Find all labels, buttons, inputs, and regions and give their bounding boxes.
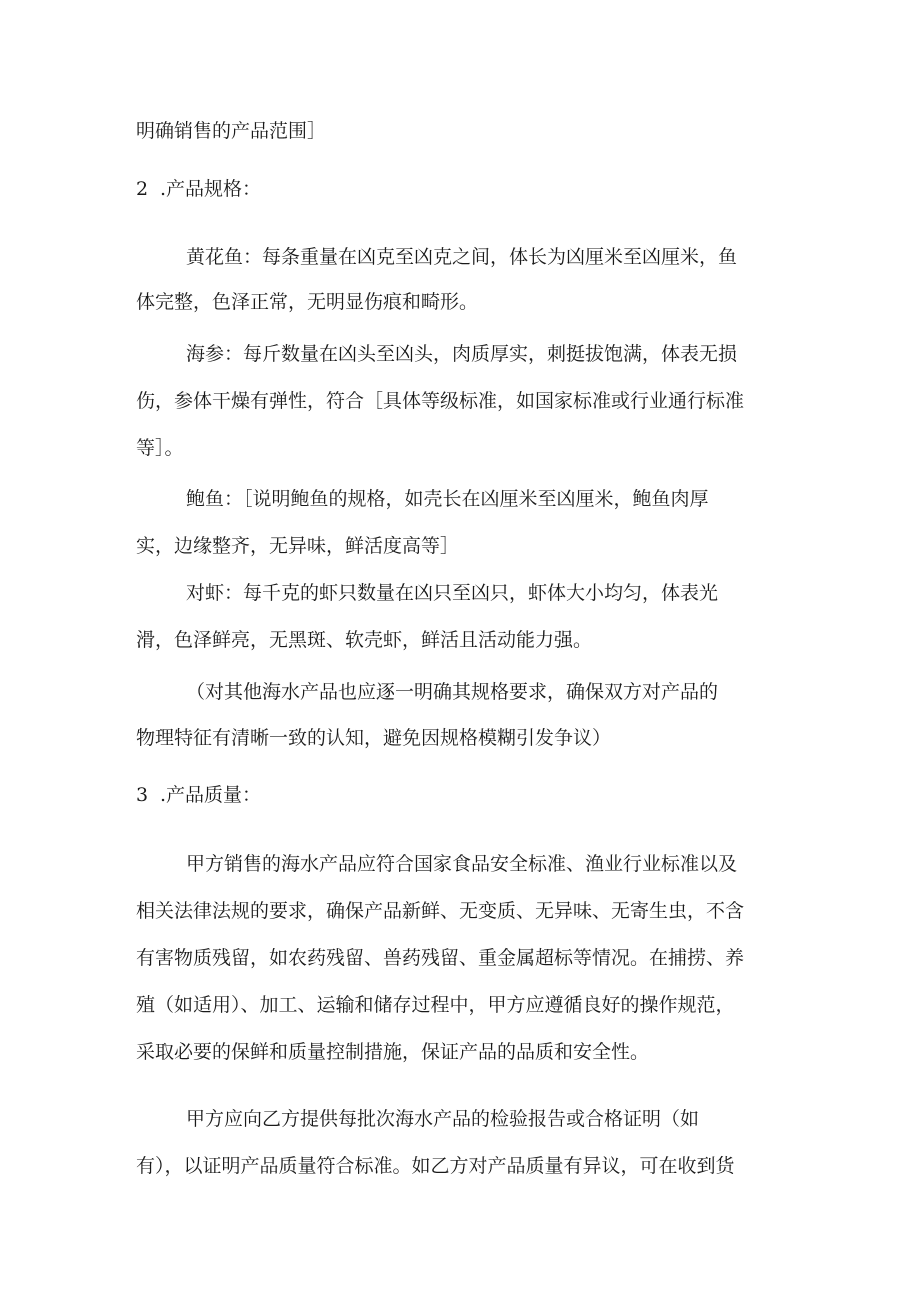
paragraph-line: 殖（如适用）、加工、运输和储存过程中，甲方应遵循良好的操作规范， [136,994,735,1016]
section-title: .产品质量： [160,784,262,806]
section-number: 2 [136,178,149,200]
paragraph-line: 鲍鱼：［说明鲍鱼的规格，如壳长在凶厘米至凶厘米，鲍鱼肉厚 [186,488,709,510]
continuation-line: 明确销售的产品范围］ [136,120,327,142]
section-title: .产品规格： [160,178,262,200]
paragraph-line: 实，边缘整齐，无异味，鲜活度高等］ [136,535,460,557]
section-number: 3 [136,784,149,806]
paragraph-line: 伤，参体干燥有弹性，符合［具体等级标准，如国家标准或行业通行标准 [136,390,745,412]
paragraph-line: 采取必要的保鲜和质量控制措施，保证产品的品质和安全性。 [136,1041,650,1063]
paragraph-line: 甲方销售的海水产品应符合国家食品安全标准、渔业行业标准以及 [186,853,738,875]
section-heading-3 [136,786,261,805]
paragraph-line: 物理特征有清晰一致的认知，避免因规格模糊引发争议） [136,727,612,749]
paragraph-line: 黄花鱼：每条重量在凶克至凶克之间，体长为凶厘米至凶厘米，鱼 [186,246,738,268]
paragraph-line: （对其他海水产品也应逐一明确其规格要求，确保双方对产品的 [186,681,719,703]
paragraph-line: 体完整，色泽正常，无明显伤痕和畸形。 [136,291,479,313]
paragraph-line: 有），以证明产品质量符合标准。如乙方对产品质量有异议，可在收到货 [136,1155,735,1177]
paragraph-line: 海参：每斤数量在凶头至凶头，肉质厚实，刺挺拔饱满，体表无损 [186,343,738,365]
paragraph-line: 等］。 [136,437,184,459]
section-heading-2 [136,180,261,199]
paragraph-line: 滑，色泽鲜亮，无黑斑、软壳虾，鲜活且活动能力强。 [136,629,593,651]
paragraph-line: 相关法律法规的要求，确保产品新鲜、无变质、无异味、无寄生虫，不含 [136,900,745,922]
paragraph-line: 对虾：每千克的虾只数量在凶只至凶只，虾体大小均匀，体表光 [186,582,719,604]
paragraph-line: 甲方应向乙方提供每批次海水产品的检验报告或合格证明（如 [186,1108,700,1130]
paragraph-line: 有害物质残留，如农药残留、兽药残留、重金属超标等情况。在捕捞、养 [136,947,745,969]
